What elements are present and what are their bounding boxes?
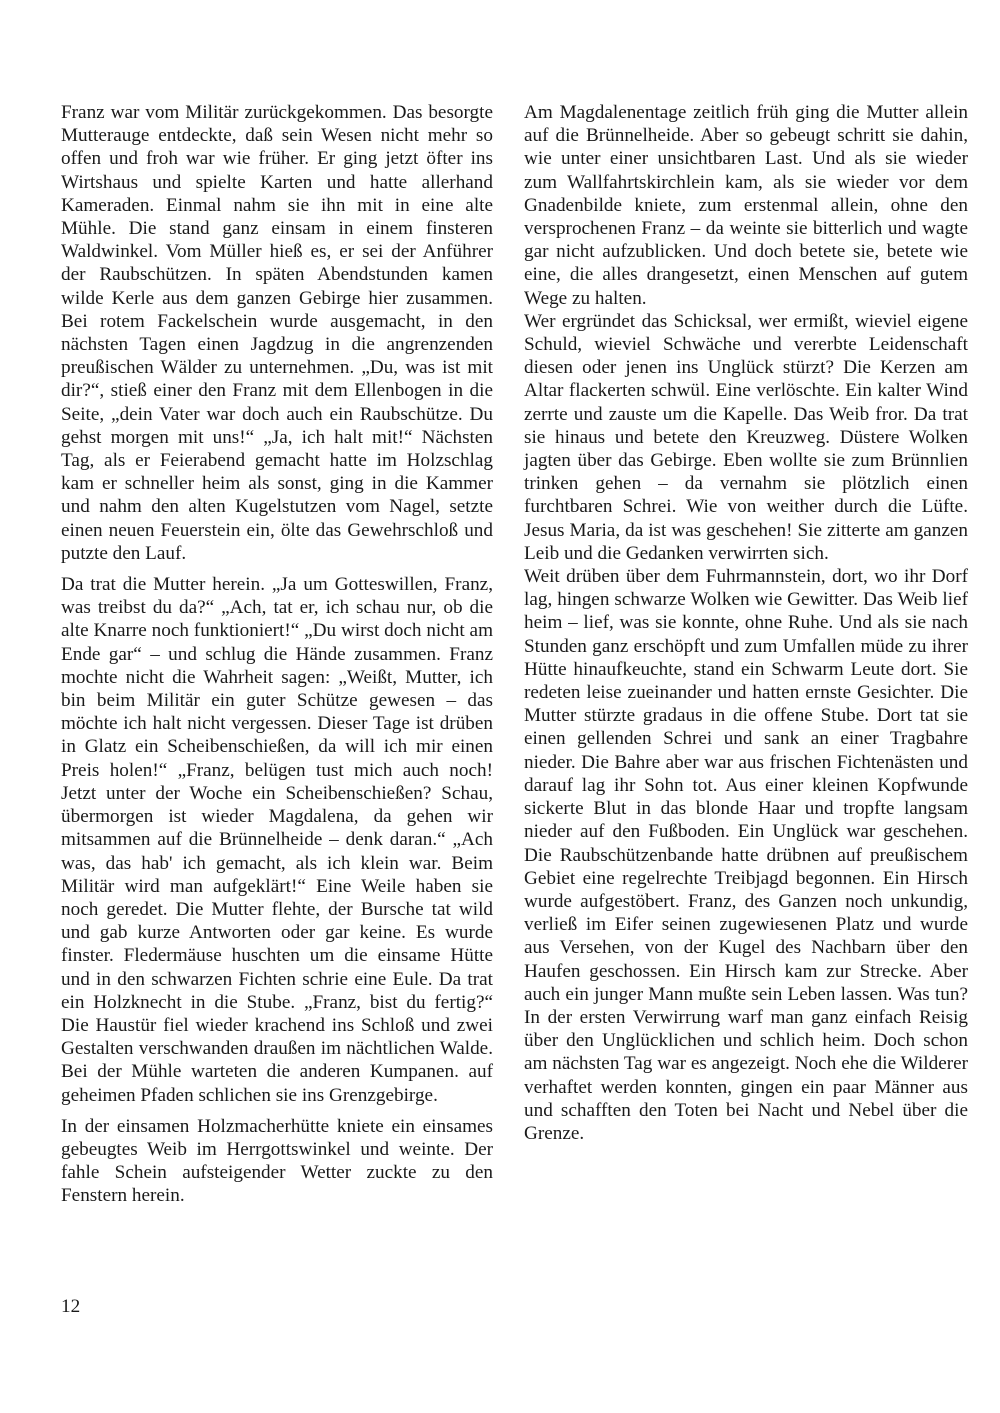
right-text-column	[524, 101, 968, 1145]
paragraph: Am Magdalenentage zeitlich früh ging die Mutter allein auf die Brünnelheide. Aber so gebeugt schritt sie dahin, wie unter einer unsichtbaren Last. Und als sie wieder zum Wallfahrtskirchlein kam, als sie wieder vor dem Gnadenbilde kniete, zum erstenmal allein, ohne den versprochenen Franz – da weinte sie bitterlich und wagte gar nicht aufzublicken. Und doch betete sie, betete wie eine, die alles drangesetzt, einen Menschen auf gutem Wege zu halten.	[524, 102, 968, 309]
paragraph: Da trat die Mutter herein. „Ja um Gotteswillen, Franz, was treibst du da?“ „Ach, tat er, ich schau nur, ob die alte Knarre noch funktioniert!“ „Du wirst doch nicht am Ende gar“ – und schlug die Hände zusammen. Franz mochte nicht die Wahrheit sagen: „Weißt, Mutter, ich bin beim Militär ein guter Schütze gewesen – das möchte ich halt nicht vergessen. Dieser Tage ist drüben in Glatz ein Scheibenschießen, da will ich mir einen Preis holen!“ „Franz, belügen tust mich auch noch! Jetzt unter der Woche ein Scheibenschießen? Schau, übermorgen ist wieder Magdalena, da gehen wir mitsammen auf die Brünnelheide – denk daran.“ „Ach was, das hab' ich gemacht, als ich klein war. Beim Militär wird man aufgeklärt!“ Eine Weile haben sie noch geredet. Die Mutter flehte, der Bursche tat wild und gab kurze Antworten oder gar keine. Es wurde finster. Fledermäuse huschten um die einsame Hütte und in den schwarzen Fichten schrie eine Eule. Da trat ein Holzknecht in die Stube. „Franz, bist du fertig?“ Die Haustür fiel wieder krachend ins Schloß und zwei Gestalten verschwanden draußen im nächtlichen Walde. Bei der Mühle warteten die anderen Kumpanen. auf geheimen Pfaden schlichen sie ins Grenzgebirge.	[61, 574, 493, 1106]
paragraph: Wer ergründet das Schicksal, wer ermißt, wieviel eigene Schuld, wieviel Schwäche und vererbte Leidenschaft diesen oder jenen ins Unglück stürzt? Die Kerzen am Altar flackerten schwül. Eine verlöschte. Ein kalter Wind zerrte und zauste um die Kapelle. Das Weib fror. Da trat sie hinaus und betete den Kreuzweg. Düstere Wolken jagten über das Gebirge. Eben wollte sie zum Brünnlien trinken gehen – da vernahm sie plötzlich einen furchtbaren Schrei. Wie von weither durch die Lüfte. Jesus Maria, da ist was geschehen! Sie zitterte am ganzen Leib und die Gedanken verwirrten sich.	[524, 310, 968, 564]
left-text-column	[61, 101, 493, 1208]
paragraph: In der einsamen Holzmacherhütte kniete ein einsames gebeugtes Weib im Herrgottswinkel und weinte. Der fahle Schein aufsteigender Wetter zuckte zu den Fenstern herein.	[61, 1115, 493, 1207]
page-number: 12	[61, 1296, 81, 1317]
paragraph: Weit drüben über dem Fuhrmannstein, dort, wo ihr Dorf lag, hingen schwarze Wolken wie Gewitter. Das Weib lief heim – lief, was sie konnte, ohne Ruhe. Und als sie nach Stunden ganz erschöpft und zum Umfallen müde zu ihrer Hütte hinaufkeuchte, stand ein Schwarm Leute dort. Sie redeten leise zueinander und hatten ernste Gesichter. Die Mutter stürzte gradaus in die offene Stube. Dort tat sie einen gellenden Schrei und sank an einer Tragbahre nieder. Die Bahre aber war aus frischen Fichtenästen und darauf lag ihr Sohn tot. Aus einer kleinen Kopfwunde sickerte Blut in das blonde Haar und tropfte langsam nieder auf den Fußboden. Ein Unglück war geschehen. Die Raubschützenbande hatte drübnen auf preußischem Gebiet eine regelrechte Treibjagd begonnen. Ein Hirsch wurde aufgestöbert. Franz, des Ganzen noch unkundig, verließ im Eifer seinen zugewiesenen Platz und wurde aus Versehen, von der Kugel des Nachbarn über den Haufen geschossen. Ein Hirsch kam zur Strecke. Aber auch ein junger Mann mußte sein Leben lassen. Was tun? In der ersten Verwirrung warf man ganz einfach Reisig über den Unglücklichen und schlich heim. Doch schon am nächsten Tag war es angezeigt. Noch ehe die Wilderer verhaftet werden konnten, gingen ein paar Männer aus und schafften den Toten bei Nacht und Nebel über die Grenze.	[524, 566, 968, 1144]
paragraph: Franz war vom Militär zurückgekommen. Das besorgte Mutterauge entdeckte, daß sein Wesen nicht mehr so offen und froh war wie früher. Er ging jetzt öfter ins Wirtshaus und spielte Karten und hatte allerhand Kameraden. Einmal nahm sie ihn mit in eine alte Mühle. Die stand ganz einsam in einem finsteren Waldwinkel. Vom Müller hieß es, er sei der Anführer der Raubschützen. In späten Abendstunden kamen wilde Kerle aus dem ganzen Gebirge hier zusammen. Bei rotem Fackelschein wurde ausgemacht, in den nächsten Tagen einen Jagdzug in die angrenzenden preußischen Wälder zu unternehmen. „Du, was ist mit dir?“, stieß einer den Franz mit dem Ellenbogen in die Seite, „dein Vater war doch auch ein Raubschütze. Du gehst morgen mit uns!“ „Ja, ich halt mit!“ Nächsten Tag, als er Feierabend gemacht hatte im Holzschlag kam er schneller heim als sonst, ging in die Kammer und nahm den alten Kugelstutzen vom Nagel, setzte einen neuen Feuerstein ein, ölte das Gewehrschloß und putzte den Lauf.	[61, 102, 493, 564]
